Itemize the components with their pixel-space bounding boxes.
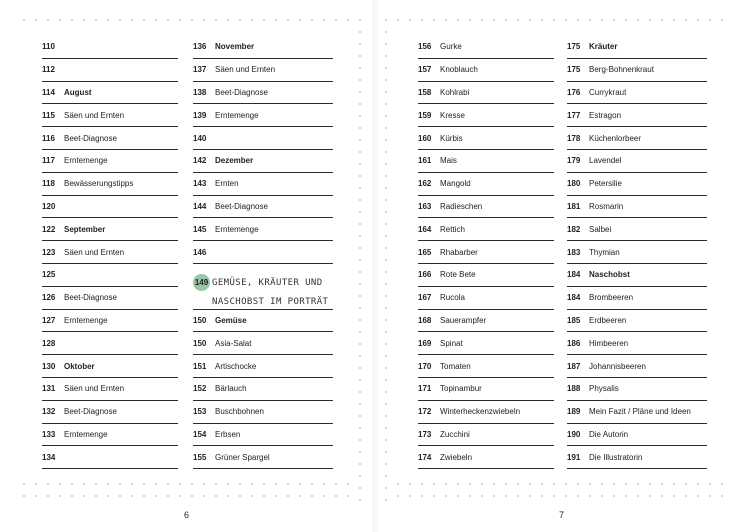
toc-page-number: 182	[567, 224, 581, 234]
toc-entry-title: Beet-Diagnose	[64, 407, 117, 417]
toc-entry[interactable]	[193, 173, 333, 196]
toc-entry-title: Mais	[440, 156, 457, 166]
toc-entry-title: Zwiebeln	[440, 452, 473, 462]
toc-entry[interactable]	[567, 59, 707, 82]
toc-entry-title: Erntemenge	[64, 156, 108, 166]
toc-page-number: 112	[42, 65, 55, 75]
toc-page-number: 175	[567, 65, 581, 75]
toc-entry[interactable]	[42, 446, 178, 469]
toc-entry-title: Die Illustratorin	[589, 452, 643, 462]
toc-entry[interactable]	[42, 127, 178, 150]
toc-entry[interactable]	[418, 36, 554, 59]
toc-section-heading[interactable]	[567, 36, 707, 59]
toc-page-number: 173	[418, 429, 432, 439]
toc-column	[42, 36, 178, 469]
toc-entry[interactable]	[193, 241, 333, 264]
toc-entry[interactable]	[42, 401, 178, 424]
dot-grid-side	[380, 14, 394, 502]
dot-grid-top	[18, 14, 358, 28]
toc-entry-title: Beet-Diagnose	[64, 293, 117, 303]
toc-entry[interactable]	[193, 332, 333, 355]
toc-page-number: 110	[42, 42, 55, 52]
toc-page-number: 125	[42, 270, 56, 280]
toc-page-number: 140	[193, 133, 207, 143]
toc-entry[interactable]	[567, 446, 707, 469]
toc-entry[interactable]	[193, 82, 333, 105]
toc-section-heading[interactable]	[193, 36, 333, 59]
toc-page-number: 158	[418, 87, 432, 97]
toc-page-number: 134	[42, 452, 56, 462]
toc-entry[interactable]	[42, 310, 178, 333]
toc-page-number: 189	[567, 407, 581, 417]
toc-entry[interactable]	[193, 424, 333, 447]
toc-page-number: 154	[193, 429, 207, 439]
toc-entry[interactable]	[418, 287, 554, 310]
toc-entry-title: Säen und Ernten	[64, 384, 125, 394]
toc-section-heading[interactable]	[567, 264, 707, 287]
toc-entry[interactable]	[418, 104, 554, 127]
toc-page-number: 123	[42, 247, 56, 257]
toc-page-number: 122	[42, 224, 56, 234]
toc-page-number: 157	[418, 65, 432, 75]
toc-section-heading[interactable]	[42, 218, 178, 241]
toc-entry-title: Zucchini	[440, 429, 470, 439]
toc-entry-title: Salbei	[589, 224, 612, 234]
toc-entry[interactable]	[42, 264, 178, 287]
toc-entry[interactable]	[567, 218, 707, 241]
toc-page-number: 120	[42, 201, 56, 211]
toc-page-number: 151	[193, 361, 207, 371]
toc-entry-title: Ernten	[215, 179, 239, 189]
toc-entry-title: Säen und Ernten	[64, 247, 125, 257]
toc-page-number: 128	[42, 338, 56, 348]
toc-page-number: 183	[567, 247, 581, 257]
toc-entry[interactable]	[567, 310, 707, 333]
toc-page-number: 163	[418, 201, 432, 211]
toc-entry-title: August	[64, 87, 92, 97]
toc-entry[interactable]	[418, 241, 554, 264]
toc-entry[interactable]	[42, 424, 178, 447]
toc-entry[interactable]	[193, 446, 333, 469]
toc-page-number: 160	[418, 133, 432, 143]
toc-page-number: 166	[418, 270, 432, 280]
toc-entry[interactable]	[42, 36, 178, 59]
dot-grid-top	[392, 14, 732, 28]
toc-entry-title: Erntemenge	[64, 315, 108, 325]
toc-entry-title: Johannisbeeren	[589, 361, 646, 371]
toc-entry[interactable]	[42, 59, 178, 82]
toc-page-number: 177	[567, 110, 581, 120]
toc-page-number: 184	[567, 293, 581, 303]
toc-entry[interactable]	[567, 173, 707, 196]
toc-entry[interactable]	[418, 424, 554, 447]
toc-entry-title: Säen und Ernten	[215, 65, 276, 75]
toc-entry-title: Erntemenge	[64, 429, 108, 439]
toc-column	[567, 36, 707, 469]
toc-entry[interactable]	[42, 332, 178, 355]
toc-page-number: 130	[42, 361, 56, 371]
toc-entry-title: Die Autorin	[589, 429, 629, 439]
toc-page-number: 152	[193, 384, 207, 394]
toc-page-number: 146	[193, 247, 207, 257]
toc-page-number: 188	[567, 384, 581, 394]
toc-page-number: 118	[42, 179, 55, 189]
left-page	[0, 0, 372, 532]
toc-entry-title: Tomaten	[440, 361, 471, 371]
toc-page-number: 187	[567, 361, 581, 371]
toc-entry[interactable]	[418, 446, 554, 469]
toc-entry[interactable]	[567, 424, 707, 447]
toc-entry-title: Beet-Diagnose	[64, 133, 117, 143]
toc-entry[interactable]	[193, 218, 333, 241]
toc-page-number: 126	[42, 293, 56, 303]
right-page	[378, 0, 750, 532]
toc-entry-title: Erdbeeren	[589, 315, 627, 325]
toc-entry-title: September	[64, 224, 106, 234]
toc-entry-title: Artischocke	[215, 361, 257, 371]
toc-page-number: 174	[418, 452, 432, 462]
toc-entry[interactable]	[193, 355, 333, 378]
toc-entry-title: Beet-Diagnose	[215, 201, 268, 211]
toc-page-number: 164	[418, 224, 432, 234]
page-number: 6	[184, 510, 190, 520]
toc-entry-title: Spinat	[440, 338, 463, 348]
toc-page-number: 186	[567, 338, 581, 348]
section-heading-portraits[interactable]	[193, 264, 333, 310]
toc-entry[interactable]	[567, 332, 707, 355]
toc-entry[interactable]	[42, 150, 178, 173]
section-heading-title: GEMÜSE, KRÄUTER UND NASCHOBST IM PORTRÄT	[212, 277, 329, 307]
toc-entry-title: Grüner Spargel	[215, 452, 270, 462]
toc-page-number: 132	[42, 407, 56, 417]
toc-page-number: 117	[42, 156, 55, 166]
toc-entry[interactable]	[567, 127, 707, 150]
toc-page-number: 167	[418, 293, 432, 303]
toc-entry-title: Rettich	[440, 224, 465, 234]
toc-entry-title: Lavendel	[589, 156, 622, 166]
toc-entry[interactable]	[567, 196, 707, 219]
toc-page-number: 133	[42, 429, 56, 439]
toc-entry-title: Kräuter	[589, 42, 618, 52]
toc-entry-title: Petersilie	[589, 179, 622, 189]
dot-grid-bottom	[18, 478, 358, 502]
toc-page-number: 171	[418, 384, 432, 394]
toc-entry-title: Berg-Bohnenkraut	[589, 65, 654, 75]
toc-entry[interactable]	[418, 378, 554, 401]
toc-entry-title: Estragon	[589, 110, 622, 120]
toc-page-number: 180	[567, 179, 581, 189]
toc-entry[interactable]	[42, 104, 178, 127]
toc-page-number: 150	[193, 315, 207, 325]
toc-entry-title: Himbeeren	[589, 338, 629, 348]
toc-entry-title: Bewässerungstipps	[64, 179, 134, 189]
toc-entry[interactable]	[567, 355, 707, 378]
toc-entry[interactable]	[418, 355, 554, 378]
toc-entry-title: Thymian	[589, 247, 620, 257]
toc-page-number: 162	[418, 179, 432, 189]
toc-entry[interactable]	[418, 310, 554, 333]
toc-entry[interactable]	[418, 82, 554, 105]
toc-page-number: 115	[42, 110, 55, 120]
toc-entry[interactable]	[42, 173, 178, 196]
toc-entry-title: Radieschen	[440, 201, 483, 211]
toc-entry[interactable]	[567, 378, 707, 401]
toc-entry[interactable]	[42, 378, 178, 401]
toc-entry[interactable]	[567, 150, 707, 173]
toc-entry-title: Säen und Ernten	[64, 110, 125, 120]
toc-entry[interactable]	[193, 378, 333, 401]
toc-entry[interactable]	[418, 173, 554, 196]
toc-page-number: 168	[418, 315, 432, 325]
toc-page-number: 139	[193, 110, 207, 120]
toc-page-number: 153	[193, 407, 207, 417]
toc-entry-title: Kürbis	[440, 133, 463, 143]
toc-entry-title: Asia-Salat	[215, 338, 252, 348]
toc-page-number: 150	[193, 338, 207, 348]
toc-entry-title: Knoblauch	[440, 65, 478, 75]
toc-entry-title: Erbsen	[215, 429, 241, 439]
toc-entry-title: Brombeeren	[589, 293, 634, 303]
page-number: 7	[559, 510, 565, 520]
toc-entry[interactable]	[42, 287, 178, 310]
toc-column	[193, 36, 333, 469]
toc-entry[interactable]	[193, 196, 333, 219]
toc-page-number: 156	[418, 42, 432, 52]
toc-entry[interactable]	[567, 401, 707, 424]
toc-entry-title: Oktober	[64, 361, 95, 371]
page-number-badge: 149	[193, 274, 210, 291]
dot-grid-bottom	[392, 478, 732, 502]
toc-entry-title: Mein Fazit / Pläne und Ideen	[589, 407, 691, 417]
toc-page-number: 159	[418, 110, 432, 120]
toc-entry-title: Sauerampfer	[440, 315, 487, 325]
toc-entry[interactable]	[193, 127, 333, 150]
toc-page-number: 169	[418, 338, 432, 348]
toc-entry-title: Winterheckenzwiebeln	[440, 407, 521, 417]
toc-page-number: 116	[42, 133, 55, 143]
toc-section-heading[interactable]	[42, 82, 178, 105]
toc-entry[interactable]	[42, 241, 178, 264]
toc-entry[interactable]	[418, 218, 554, 241]
toc-entry-title: Physalis	[589, 384, 619, 394]
toc-entry[interactable]	[567, 287, 707, 310]
toc-page-number: 178	[567, 133, 581, 143]
toc-page-number: 185	[567, 315, 581, 325]
toc-entry-title: Topinambur	[440, 384, 482, 394]
toc-page-number: 127	[42, 315, 56, 325]
toc-page-number: 114	[42, 87, 55, 97]
toc-page-number: 176	[567, 87, 581, 97]
toc-entry-title: Mangold	[440, 179, 471, 189]
toc-entry-title: Rucola	[440, 293, 465, 303]
toc-entry-title: Buschbohnen	[215, 407, 264, 417]
toc-page-number: 190	[567, 429, 581, 439]
toc-page-number: 170	[418, 361, 432, 371]
toc-entry-title: Naschobst	[589, 270, 630, 280]
toc-page-number: 161	[418, 156, 432, 166]
toc-page-number: 179	[567, 156, 581, 166]
toc-section-heading[interactable]	[193, 310, 333, 333]
toc-entry[interactable]	[418, 127, 554, 150]
toc-entry[interactable]	[567, 241, 707, 264]
toc-page-number: 181	[567, 201, 581, 211]
toc-entry-title: Beet-Diagnose	[215, 87, 268, 97]
toc-entry[interactable]	[567, 82, 707, 105]
toc-page-number: 131	[42, 384, 56, 394]
toc-entry-title: Gurke	[440, 42, 462, 52]
toc-entry-title: Rote Bete	[440, 270, 476, 280]
toc-entry[interactable]	[418, 264, 554, 287]
toc-page-number: 143	[193, 179, 207, 189]
toc-page-number: 155	[193, 452, 207, 462]
toc-entry[interactable]	[567, 104, 707, 127]
toc-entry-title: Rhabarber	[440, 247, 478, 257]
toc-page-number: 136	[193, 42, 207, 52]
toc-entry[interactable]	[418, 196, 554, 219]
toc-entry[interactable]	[418, 59, 554, 82]
toc-page-number: 172	[418, 407, 432, 417]
toc-section-heading[interactable]	[193, 150, 333, 173]
toc-entry-title: Dezember	[215, 156, 254, 166]
toc-page-number: 175	[567, 42, 581, 52]
toc-entry-title: Gemüse	[215, 315, 247, 325]
toc-page-number: 138	[193, 87, 207, 97]
toc-section-heading[interactable]	[42, 355, 178, 378]
dot-grid-side	[354, 14, 368, 502]
toc-entry-title: Kohlrabi	[440, 87, 470, 97]
toc-entry-title: Küchenlorbeer	[589, 133, 642, 143]
toc-entry-title: Bärlauch	[215, 384, 247, 394]
toc-entry[interactable]	[193, 401, 333, 424]
toc-entry[interactable]	[193, 104, 333, 127]
toc-page-number: 191	[567, 452, 581, 462]
toc-page-number: 144	[193, 201, 207, 211]
toc-entry-title: Erntemenge	[215, 110, 259, 120]
toc-page-number: 142	[193, 156, 207, 166]
toc-entry-title: November	[215, 42, 255, 52]
toc-entry-title: Kresse	[440, 110, 465, 120]
toc-entry-title: Erntemenge	[215, 224, 259, 234]
toc-entry-title: Rosmarin	[589, 201, 624, 211]
toc-entry[interactable]	[418, 401, 554, 424]
toc-entry-title: Currykraut	[589, 87, 627, 97]
toc-entry[interactable]	[193, 59, 333, 82]
toc-entry[interactable]	[418, 150, 554, 173]
toc-entry[interactable]	[418, 332, 554, 355]
toc-column	[418, 36, 554, 469]
toc-page-number: 145	[193, 224, 207, 234]
toc-page-number: 184	[567, 270, 581, 280]
toc-page-number: 165	[418, 247, 432, 257]
toc-entry[interactable]	[42, 196, 178, 219]
toc-page-number: 137	[193, 65, 207, 75]
